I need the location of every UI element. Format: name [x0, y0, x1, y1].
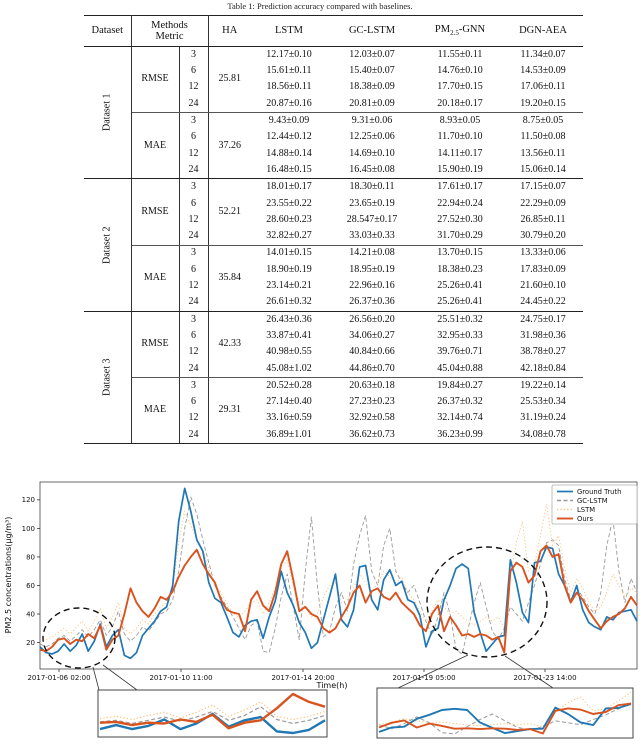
value-cell: 25.53±0.34: [520, 396, 566, 408]
legend-label: GC-LSTM: [577, 496, 608, 505]
value-cell: 26.43±0.36: [266, 313, 312, 325]
value-cell: 40.98±0.55: [266, 346, 312, 358]
horizon-cell: 24: [179, 361, 208, 378]
horizon-cell: 12: [179, 278, 208, 294]
ha-value-cell: 35.84: [208, 245, 251, 311]
dataset-label: Dataset 3: [101, 358, 112, 397]
value-cell: 45.04±0.88: [417, 361, 503, 378]
horizon-cell: 3: [179, 113, 208, 130]
value-cell: 26.85±0.11: [520, 213, 566, 225]
dataset-label-cell: [84, 179, 131, 311]
horizon-cell: 6: [179, 63, 208, 79]
horizon-cell: 6: [179, 394, 208, 410]
horizon-cell: 6: [179, 129, 208, 145]
value-cell: 21.60±0.10: [520, 280, 566, 292]
value-cell: 15.90±0.19: [417, 162, 503, 179]
metric-cell: RMSE: [131, 179, 179, 245]
horizon-cell: 6: [179, 328, 208, 344]
series-gc-lstm: [40, 497, 637, 654]
value-cell: 26.37±0.32: [437, 396, 483, 408]
right-zoom-ellipse: [427, 547, 547, 657]
y-tick-label: 100: [21, 524, 35, 533]
value-cell: 27.14±0.40: [266, 396, 312, 408]
value-cell: 16.48±0.15: [251, 162, 327, 179]
value-cell: 17.70±0.15: [437, 81, 483, 93]
ha-value-cell: 37.26: [208, 113, 251, 179]
value-cell: 22.29±0.09: [520, 197, 566, 209]
legend-label: Ground Truth: [577, 487, 622, 496]
dataset-label: Dataset 1: [101, 93, 112, 132]
value-cell: 36.23±0.99: [417, 427, 503, 444]
value-cell: 14.21±0.08: [349, 247, 395, 259]
table-body: [84, 47, 583, 444]
horizon-cell: 12: [179, 146, 208, 162]
horizon-cell: 3: [179, 377, 208, 394]
value-cell: 11.34±0.07: [520, 48, 566, 60]
value-cell: 13.33±0.06: [520, 247, 566, 259]
metric-cell: RMSE: [131, 311, 179, 377]
line-chart: [0, 460, 640, 740]
x-tick-label: 2017-01-14 20:00: [271, 674, 335, 682]
table-row: [84, 245, 583, 262]
value-cell: 19.22±0.14: [520, 379, 566, 391]
value-cell: 20.18±0.17: [417, 96, 503, 113]
y-tick-label: 120: [21, 496, 35, 505]
dataset-label-cell: [84, 47, 131, 179]
value-cell: 20.81±0.09: [327, 96, 417, 113]
table-row: [84, 47, 583, 64]
ha-value-cell: 25.81: [208, 47, 251, 113]
dataset-label-cell: [84, 311, 131, 443]
value-cell: 14.53±0.09: [520, 65, 566, 77]
value-cell: 18.90±0.19: [266, 263, 312, 275]
results-table: [84, 15, 583, 444]
horizon-cell: 6: [179, 196, 208, 212]
value-cell: 36.62±0.73: [327, 427, 417, 444]
value-cell: 18.38±0.09: [349, 81, 395, 93]
value-cell: 14.01±0.15: [266, 247, 312, 259]
value-cell: 18.38±0.23: [437, 263, 483, 275]
value-cell: 14.69±0.10: [349, 147, 395, 159]
value-cell: 22.96±0.16: [349, 280, 395, 292]
horizon-cell: 12: [179, 212, 208, 228]
value-cell: 28.547±0.17: [346, 213, 398, 225]
value-cell: 11.50±0.08: [520, 131, 566, 143]
value-cell: 17.61±0.17: [437, 181, 483, 193]
col-header-dgn-aea: DGN-AEA: [503, 16, 583, 47]
value-cell: 15.06±0.14: [503, 162, 583, 179]
horizon-cell: 3: [179, 179, 208, 196]
horizon-cell: 3: [179, 311, 208, 328]
y-axis-label: PM2.5 concentrations(μg/m³): [4, 516, 13, 634]
zoom-connector: [398, 655, 468, 688]
value-cell: 33.16±0.59: [266, 412, 312, 424]
value-cell: 17.06±0.11: [520, 81, 566, 93]
metric-cell: RMSE: [131, 47, 179, 113]
value-cell: 18.56±0.11: [266, 81, 312, 93]
value-cell: 15.40±0.07: [349, 65, 395, 77]
value-cell: 12.25±0.06: [349, 131, 395, 143]
value-cell: 31.70±0.29: [417, 228, 503, 245]
col-header-gc-lstm: GC-LSTM: [327, 16, 417, 47]
table-row: [84, 179, 583, 196]
table-header: [84, 16, 583, 47]
table-row: [84, 377, 583, 394]
horizon-cell: 12: [179, 411, 208, 427]
table-row: [84, 311, 583, 328]
value-cell: 32.95±0.33: [437, 329, 483, 341]
table-row: [84, 113, 583, 130]
value-cell: 12.44±0.12: [266, 131, 312, 143]
horizon-cell: 6: [179, 262, 208, 278]
value-cell: 24.75±0.17: [520, 313, 566, 325]
ha-value-cell: 52.21: [208, 179, 251, 245]
horizon-cell: 24: [179, 162, 208, 179]
value-cell: 28.60±0.23: [266, 213, 312, 225]
value-cell: 19.84±0.27: [437, 379, 483, 391]
ha-value-cell: 42.33: [208, 311, 251, 377]
value-cell: 42.18±0.84: [503, 361, 583, 378]
value-cell: 14.11±0.17: [437, 147, 483, 159]
col-header-pm25-gnn: $PM_{2.5}$-GNN: [417, 16, 503, 47]
table-caption: Table 1: Prediction accuracy compared with baselines.: [227, 1, 413, 11]
value-cell: 38.78±0.27: [520, 346, 566, 358]
value-cell: 9.43±0.09: [268, 115, 310, 127]
pm25-figure: [0, 460, 640, 740]
value-cell: 12.03±0.07: [349, 48, 395, 60]
value-cell: 17.15±0.07: [520, 181, 566, 193]
ha-value-cell: 29.31: [208, 377, 251, 443]
horizon-cell: 3: [179, 245, 208, 262]
x-tick-label: 2017-01-23 14:00: [513, 674, 577, 682]
y-tick-label: 60: [26, 581, 35, 590]
inset-left-series-lstm: [100, 702, 325, 720]
value-cell: 17.83±0.09: [520, 263, 566, 275]
legend-label: LSTM: [577, 505, 596, 514]
col-header-ha: HA: [208, 16, 251, 47]
value-cell: 33.03±0.33: [327, 228, 417, 245]
value-cell: 20.52±0.28: [266, 379, 312, 391]
value-cell: 15.61±0.11: [266, 65, 312, 77]
value-cell: 31.19±0.24: [520, 412, 566, 424]
inset-right-series-lstm: [379, 692, 631, 727]
x-tick-label: 2017-01-10 11:00: [149, 674, 213, 682]
zoom-connector: [505, 656, 553, 688]
value-cell: 20.63±0.18: [349, 379, 395, 391]
horizon-cell: 24: [179, 294, 208, 311]
value-cell: 14.76±0.10: [437, 65, 483, 77]
plot-border: [40, 482, 637, 669]
value-cell: 45.08±1.02: [251, 361, 327, 378]
value-cell: 13.70±0.15: [437, 247, 483, 259]
value-cell: 8.93±0.05: [439, 115, 481, 127]
y-tick-label: 20: [26, 638, 35, 647]
value-cell: 34.08±0.78: [503, 427, 583, 444]
horizon-cell: 24: [179, 228, 208, 245]
horizon-cell: 24: [179, 427, 208, 444]
value-cell: 25.26±0.41: [437, 280, 483, 292]
legend-label: Ours: [577, 514, 593, 523]
value-cell: 8.75±0.05: [522, 115, 564, 127]
value-cell: 26.37±0.36: [327, 294, 417, 311]
pm25-subscript: 2.5: [450, 29, 459, 38]
value-cell: 32.82±0.27: [251, 228, 327, 245]
value-cell: 26.56±0.20: [349, 313, 395, 325]
horizon-cell: 24: [179, 96, 208, 113]
value-cell: 27.23±0.23: [349, 396, 395, 408]
col-header-dataset: Dataset: [84, 16, 131, 47]
col-header-lstm: LSTM: [251, 16, 327, 47]
value-cell: 13.56±0.11: [520, 147, 566, 159]
value-cell: 27.52±0.30: [437, 213, 483, 225]
value-cell: 39.76±0.71: [437, 346, 483, 358]
value-cell: 26.61±0.32: [251, 294, 327, 311]
value-cell: 18.95±0.19: [349, 263, 395, 275]
value-cell: 16.45±0.08: [327, 162, 417, 179]
dataset-label: Dataset 2: [101, 226, 112, 264]
y-tick-label: 40: [26, 610, 35, 619]
value-cell: 24.45±0.22: [503, 294, 583, 311]
value-cell: 11.70±0.10: [437, 131, 483, 143]
value-cell: 34.06±0.27: [349, 329, 395, 341]
col-header-methods-metric: Methods Metric: [131, 16, 208, 47]
horizon-cell: 3: [179, 47, 208, 64]
value-cell: 23.65±0.19: [349, 197, 395, 209]
metric-cell: MAE: [131, 113, 179, 179]
value-cell: 32.14±0.74: [437, 412, 483, 424]
horizon-cell: 12: [179, 344, 208, 360]
value-cell: 32.92±0.58: [349, 412, 395, 424]
value-cell: 12.17±0.10: [266, 48, 312, 60]
metric-cell: MAE: [131, 377, 179, 443]
value-cell: 22.94±0.24: [437, 197, 483, 209]
value-cell: 36.89±1.01: [251, 427, 327, 444]
value-cell: 25.51±0.32: [437, 313, 483, 325]
horizon-cell: 12: [179, 80, 208, 96]
value-cell: 11.55±0.11: [437, 48, 483, 60]
value-cell: 44.86±0.70: [327, 361, 417, 378]
zoom-connector: [93, 667, 99, 690]
y-tick-label: 80: [26, 553, 35, 562]
value-cell: 9.31±0.06: [351, 115, 393, 127]
value-cell: 20.87±0.16: [251, 96, 327, 113]
value-cell: 18.01±0.17: [266, 181, 312, 193]
x-tick-label: 2017-01-19 05:00: [392, 674, 456, 682]
value-cell: 40.84±0.66: [349, 346, 395, 358]
value-cell: 23.55±0.22: [266, 197, 312, 209]
value-cell: 19.20±0.15: [503, 96, 583, 113]
value-cell: 25.26±0.41: [417, 294, 503, 311]
x-axis-label: Time(h): [316, 681, 348, 690]
x-tick-label: 2017-01-06 02:00: [27, 674, 91, 682]
value-cell: 31.98±0.36: [520, 329, 566, 341]
value-cell: 18.30±0.11: [349, 181, 395, 193]
value-cell: 14.88±0.14: [266, 147, 312, 159]
value-cell: 30.79±0.20: [503, 228, 583, 245]
value-cell: 23.14±0.21: [266, 280, 312, 292]
value-cell: 33.87±0.41: [266, 329, 312, 341]
metric-cell: MAE: [131, 245, 179, 311]
